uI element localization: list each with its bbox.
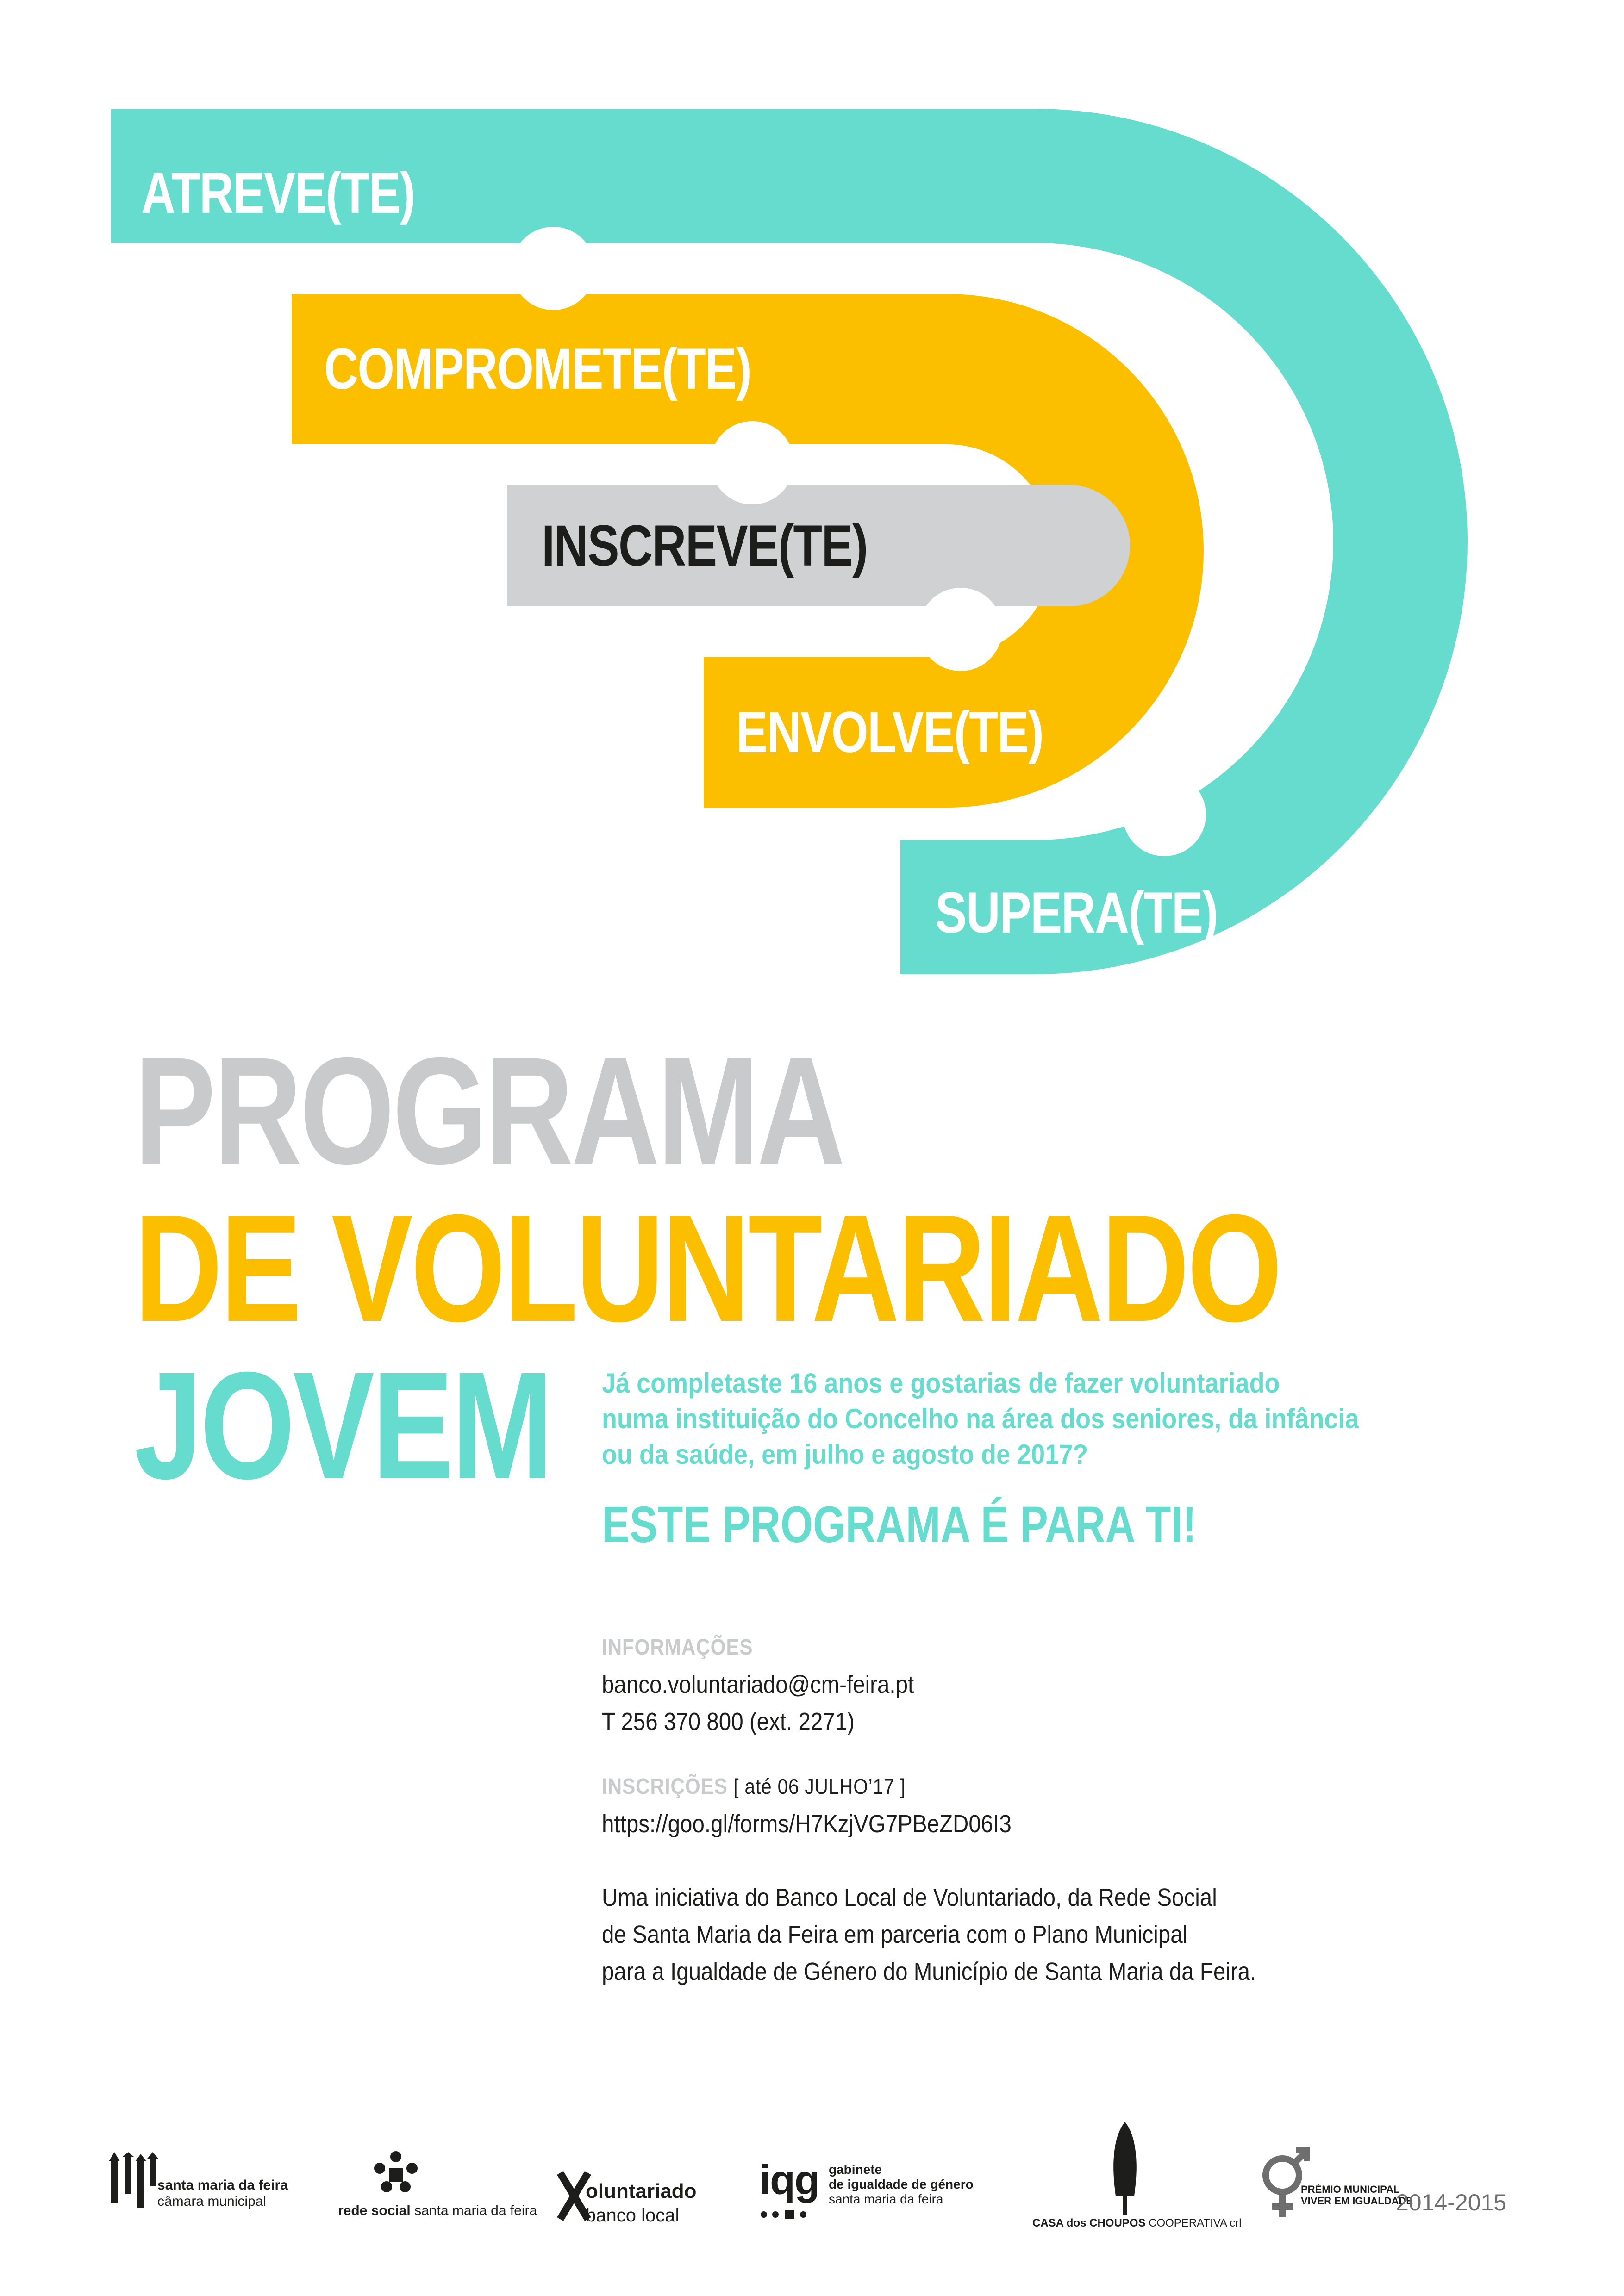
lead-line-3: ou da saúde, em julho e agosto de 2017? (602, 1439, 1088, 1470)
step-label-inscreve: INSCREVE(TE) (542, 514, 868, 578)
lead-line-2: numa instituição do Concelho na área dos seniores, da infância (602, 1403, 1359, 1434)
connector-2 (711, 421, 794, 504)
premio-line-2: VIVER EM IGUALDADE (1301, 2195, 1413, 2207)
initiative-line-3: para a Igualdade de Género do Município de Santa Maria da Feira. (602, 1958, 1256, 1985)
voluntariado-sub: banco local (586, 2205, 680, 2226)
igualdade-line-1: gabinete (829, 2162, 882, 2177)
camara-municipal-text (157, 2178, 288, 2209)
registration-heading (602, 1768, 1376, 1805)
camara-name: santa maria da feira (157, 2178, 288, 2193)
rede-name: rede social (338, 2203, 411, 2218)
info-phone: T 256 370 800 (ext. 2271) (602, 1708, 855, 1736)
choupos-name: CASA dos CHOUPOS (1032, 2217, 1146, 2229)
igualdade-text (829, 2162, 974, 2207)
choupos-sub: COOPERATIVA crl (1149, 2217, 1242, 2229)
call-to-action: ESTE PROGRAMA É PARA TI! (602, 1496, 1197, 1553)
rede-social-text (338, 2203, 537, 2219)
connector-4 (1123, 773, 1206, 856)
initiative-line-1: Uma iniciativa do Banco Local de Voluntariado, da Rede Social (602, 1884, 1217, 1911)
igualdade-mark: iqg (759, 2157, 819, 2203)
camara-sub: câmara municipal (157, 2193, 267, 2209)
registration-url[interactable]: https://goo.gl/forms/H7KzjVG7PBeZD06I3 (602, 1810, 1012, 1838)
initiative-block (602, 1879, 1376, 1990)
premio-line-1: PRÉMIO MUNICIPAL (1301, 2184, 1400, 2195)
info-email[interactable]: banco.voluntariado@cm-feira.pt (602, 1671, 914, 1699)
step-label-compromete: COMPROMETE(TE) (324, 337, 751, 401)
igualdade-line-2: de igualdade de género (829, 2177, 974, 2192)
info-heading: INFORMAÇÕES (602, 1635, 753, 1660)
title-line-programa: PROGRAMA (134, 1025, 843, 1196)
igualdade-dots-icon (759, 2208, 815, 2221)
voluntariado-name: oluntariado (586, 2180, 697, 2203)
title-line-jovem: JOVEM (134, 1340, 551, 1511)
premio-years: 2014-2015 (1396, 2190, 1507, 2215)
info-block (602, 1629, 1376, 1740)
lead-text (602, 1365, 1393, 1472)
registration-heading-label: INSCRIÇÕES (602, 1774, 728, 1799)
initiative-line-2: de Santa Maria da Feira em parceria com o Plano Municipal (602, 1921, 1188, 1948)
step-label-atreve: ATREVE(TE) (141, 161, 415, 225)
title-line-voluntariado: DE VOLUNTARIADO (134, 1182, 1280, 1353)
registration-deadline: [ até 06 JULHO’17 ] (733, 1774, 906, 1798)
choupos-tree-icon (1109, 2122, 1141, 2215)
path-graphic (0, 0, 1624, 1018)
connector-1 (512, 227, 595, 310)
voluntariado-text (586, 2180, 697, 2227)
step-label-supera: SUPERA(TE) (935, 881, 1218, 945)
lead-line-1: Já completaste 16 anos e gostarias de fazer voluntariado (602, 1368, 1280, 1399)
rede-sub: santa maria da feira (414, 2203, 537, 2218)
registration-block (602, 1768, 1376, 1842)
choupos-text (1032, 2217, 1242, 2230)
camara-municipal-logo-icon (109, 2152, 160, 2212)
igualdade-line-3: santa maria da feira (829, 2192, 943, 2207)
connector-3 (919, 588, 1002, 671)
rede-social-logo-icon (366, 2150, 426, 2201)
step-label-envolve: ENVOLVE(TE) (736, 700, 1043, 765)
